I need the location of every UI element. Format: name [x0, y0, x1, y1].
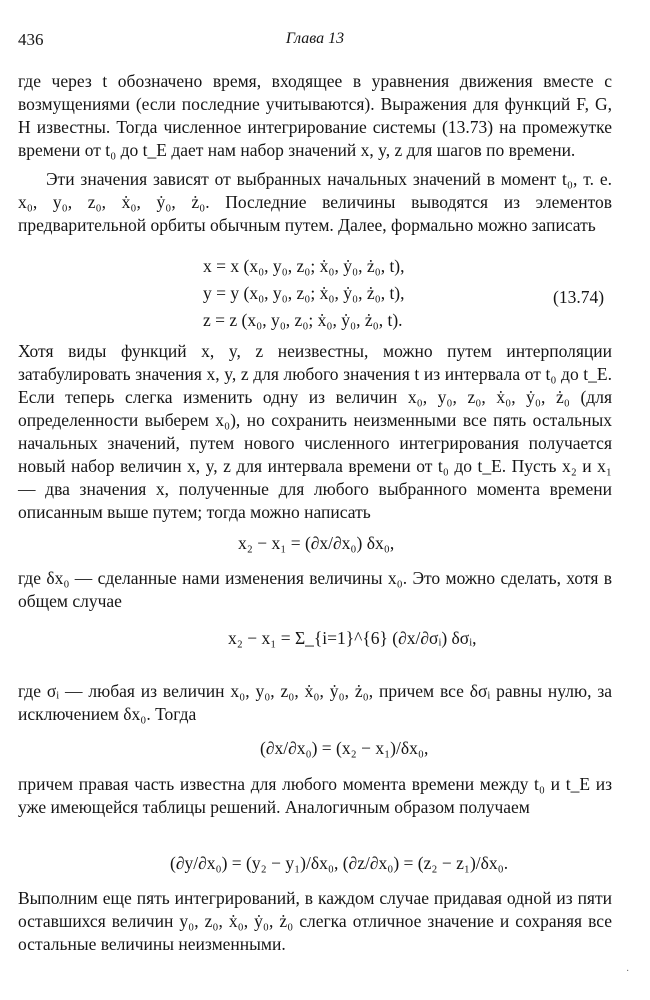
- equation-partial-x: (∂x/∂x₀) = (x₂ − x₁)/δx₀,: [260, 738, 429, 758]
- equation-single-difference: x₂ − x₁ = (∂x/∂x₀) δx₀,: [238, 533, 395, 553]
- paragraph-3: Хотя виды функций x, y, z неизвестны, можно путем интерполяции затабулировать значения x, y, z для любого значения t из интервала от t₀ до t_E. Если теперь слегка изменить одну из величин x₀, y₀, z₀, ẋ₀, ẏ₀, ż₀ (для определенности выберем x₀), но сохранить неизменными все пять остальных начальных значений, путем нового численного интегрирования получается новый набор величин x, y, z для интервала времени от t₀ до t_E. Пусть x₂ и x₁ — два значения x, полученные для любого выбранного момента времени описанным выше путем; тогда можно написать: [18, 341, 612, 522]
- equation-sum-difference: x₂ − x₁ = Σ_{i=1}^{6} (∂x/∂σᵢ) δσᵢ,: [228, 628, 477, 648]
- paragraph-7: Выполним еще пять интегрирований, в каждом случае придавая одной из пяти оставшихся величин y₀, z₀, ẋ₀, ẏ₀, ż₀ слегка отличное значение и сохраняя все остальные величины неизменными.: [18, 888, 612, 954]
- page-number: 436: [18, 30, 44, 49]
- margin-mark: ·: [626, 966, 630, 977]
- paragraph-5: где σᵢ — любая из величин x₀, y₀, z₀, ẋ₀, ẏ₀, ż₀, причем все δσᵢ равны нулю, за исключением δx₀. Тогда: [18, 681, 612, 724]
- equation-partial-y-z: (∂y/∂x₀) = (y₂ − y₁)/δx₀, (∂z/∂x₀) = (z₂ − z₁)/δx₀.: [170, 853, 509, 873]
- paragraph-6: причем правая часть известна для любого момента времени между t₀ и t_E из уже имеющейся таблицы решений. Аналогичным образом получаем: [18, 774, 612, 817]
- equation-number: (13.74): [553, 287, 605, 307]
- paragraph-4: где δx₀ — сделанные нами изменения величины x₀. Это можно сделать, хотя в общем случае: [18, 568, 612, 611]
- equation-13-74-line-1: x = x (x₀, y₀, z₀; ẋ₀, ẏ₀, ż₀, t),: [203, 256, 405, 276]
- running-head: Глава 13: [285, 30, 345, 47]
- paragraph-2: Эти значения зависят от выбранных начальных значений в момент t₀, т. е. x₀, y₀, z₀, ẋ₀, ẏ₀, ż₀. Последние величины выводятся из элементов предварительной орбиты обычным путем. Далее, формально можно записать: [18, 169, 612, 235]
- page-header: [18, 30, 612, 52]
- equation-13-74-line-3: z = z (x₀, y₀, z₀; ẋ₀, ẏ₀, ż₀, t).: [203, 310, 403, 330]
- paragraph-1: где через t обозначено время, входящее в уравнения движения вместе с возмущениями (если последние учитываются). Выражения для функций F, G, H известны. Тогда численное интегрирование системы (13.73) на промежутке времени от t₀ до t_E дает нам набор значений x, y, z для шагов по времени.: [18, 71, 612, 160]
- equation-13-74-line-2: y = y (x₀, y₀, z₀; ẋ₀, ẏ₀, ż₀, t),: [203, 283, 405, 303]
